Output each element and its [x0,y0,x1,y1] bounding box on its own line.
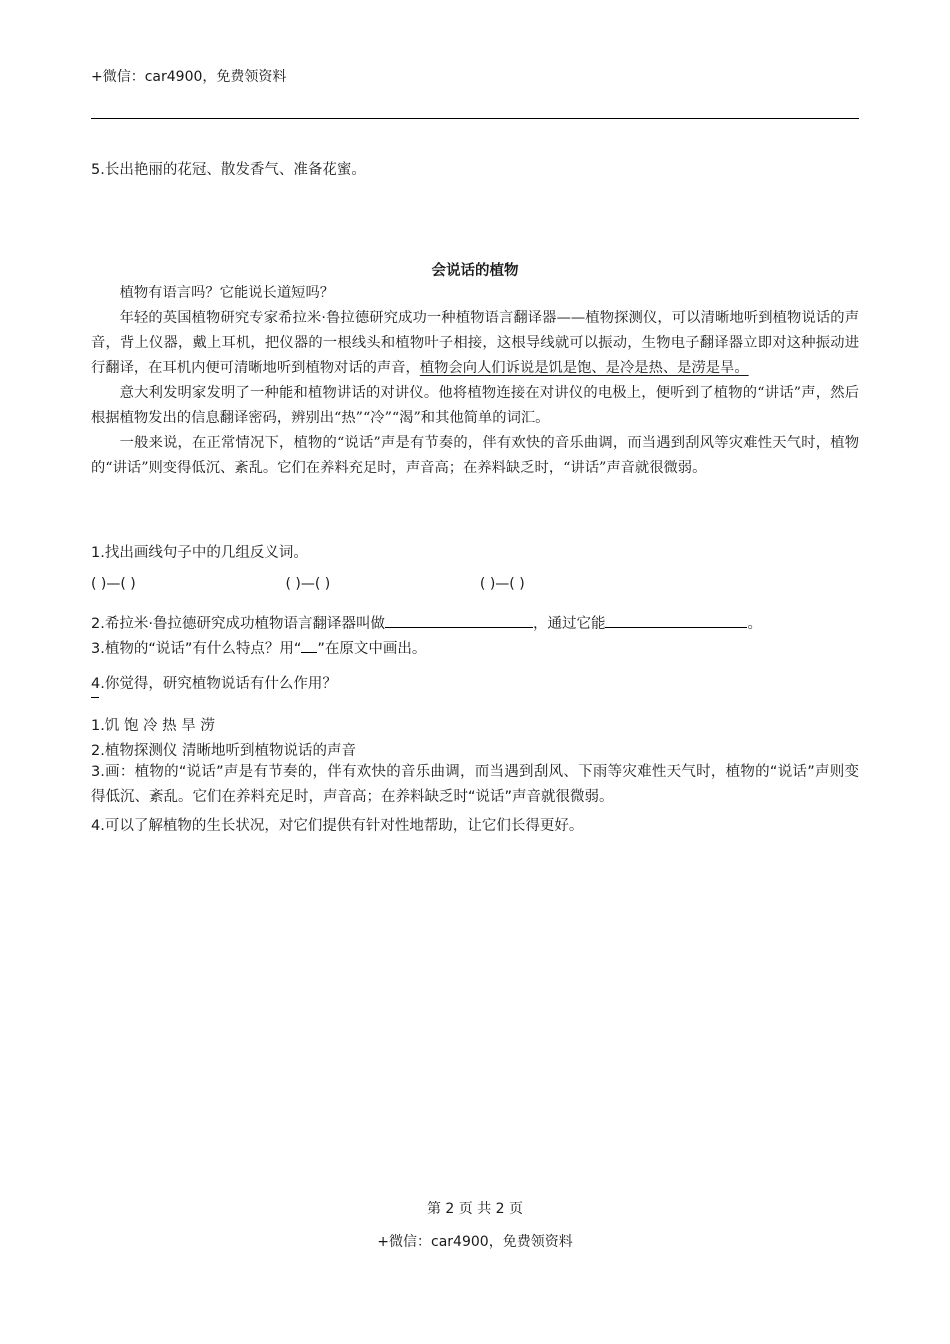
antonym-blank-3[interactable]: ( )—( ) [479,576,525,592]
question-2-part-c: 。 [747,616,762,632]
article-paragraph-1: 植物有语言吗？它能说长道短吗？ [119,285,335,301]
question-2-part-b: ，通过它能 [532,616,606,632]
antonym-blanks [91,576,670,592]
question-3-part-b: ”在原文中画出。 [317,641,427,657]
header-wechat-text: +微信：car4900，免费领资料 [91,69,287,85]
answer-2: 2.植物探测仪 清晰地听到植物说话的声音 [91,743,356,759]
answer-1: 1.饥 饱 冷 热 旱 涝 [91,718,215,734]
answer-separator [91,697,99,698]
page-number: 第 2 页 共 2 页 [426,1201,524,1217]
antonym-blank-1[interactable]: ( )—( ) [91,576,136,592]
article-body [91,281,859,481]
article-paragraph-2 [91,306,859,381]
answer-3: 3.画：植物的“说话”声是有节奏的，伴有欢快的音乐曲调，而当遇到刮风、下雨等灾难性天气时，植物的“说话”声则变得低沉、紊乱。它们在养料充足时，声音高；在养料缺乏时“说话”声音就很微弱。 [91,764,859,805]
footer-wechat-text: +微信：car4900，免费领资料 [377,1234,573,1250]
previous-answer-5: 5.长出艳丽的花冠、散发香气、准备花蜜。 [91,162,366,178]
question-2-blank-2[interactable] [605,613,747,628]
article-paragraph-4: 一般来说，在正常情况下，植物的“说话”声是有节奏的，伴有欢快的音乐曲调，而当遇到刮风等灾难性天气时，植物的“讲话”则变得低沉、紊乱。它们在养料充足时，声音高；在养料缺乏时，“讲话”声音就很微弱。 [91,435,859,476]
article-paragraph-3: 意大利发明家发明了一种能和植物讲话的对讲仪。他将植物连接在对讲仪的电极上，便听到了植物的“讲话”声，然后根据植物发出的信息翻译密码，辨别出“热”“冷”“渴”和其他简单的词汇。 [91,385,859,426]
answer-3-block [91,760,859,810]
underlined-sentence: 植物会向人们诉说是饥是饱、是冷是热、是涝是旱。 [419,360,749,376]
answer-4: 4.可以了解植物的生长状况，对它们提供有针对性地帮助，让它们长得更好。 [91,818,584,834]
underline-mark [301,638,317,653]
question-2-part-a: 2.希拉米·鲁拉德研究成功植物语言翻译器叫做 [91,616,385,632]
question-1: 1.找出画线句子中的几组反义词。 [91,545,308,561]
question-2-blank-1[interactable] [385,613,533,628]
question-4: 4.你觉得，研究植物说话有什么作用？ [91,676,337,692]
question-3-part-a: 3.植物的“说话”有什么特点？用“ [91,641,302,657]
question-2 [91,612,762,633]
antonym-blank-2[interactable]: ( )—( ) [285,576,331,592]
paragraph-2-text: 年轻的英国植物研究专家希拉米·鲁拉德研究成功一种植物语言翻译器——植物探测仪，可以清晰地听到植物说话的声音，背上仪器，戴上耳机，把仪器的一根线头和植物叶子相接，这根导线就可以振动，生物电子翻译器立即对这种振动进行翻译，在耳机内便可清晰地听到植物对话的声音， [91,310,859,376]
header-divider [91,118,859,119]
article-title: 会说话的植物 [431,263,519,279]
question-3 [91,637,426,658]
